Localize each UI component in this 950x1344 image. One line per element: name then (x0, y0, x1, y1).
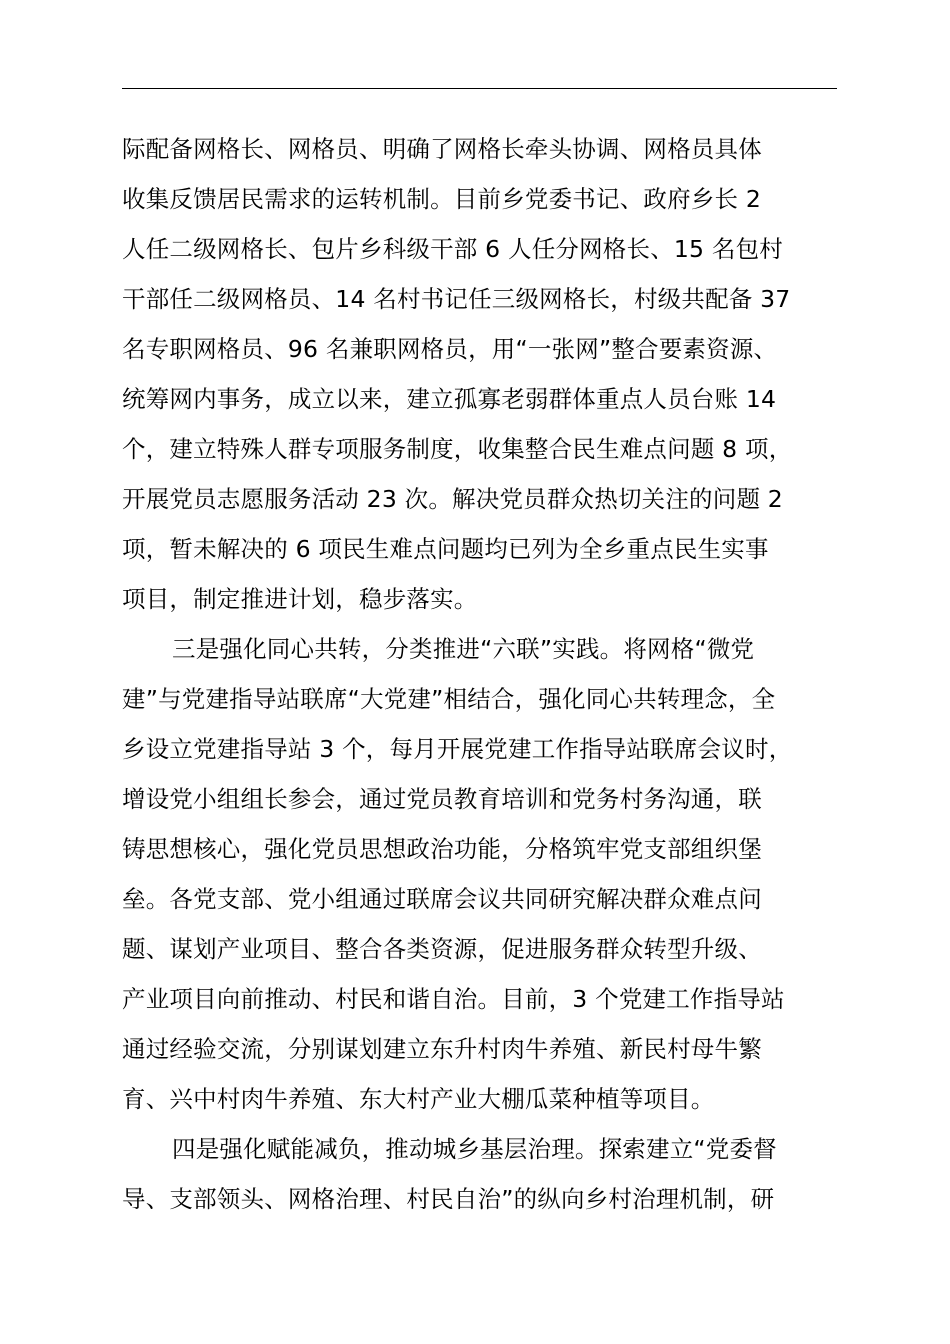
text-line: 垒。各党支部、党小组通过联席会议共同研究解决群众难点问 (122, 885, 762, 913)
text-line: 增设党小组组长参会，通过党员教育培训和党务村务沟通，联 (122, 785, 762, 813)
text-line: 个，建立特殊人群专项服务制度，收集整合民生难点问题 8 项， (122, 435, 793, 463)
text-line: 导、支部领头、网格治理、村民自治”的纵向乡村治理机制，研 (122, 1185, 775, 1213)
text-line: 乡设立党建指导站 3 个，每月开展党建工作指导站联席会议时， (122, 735, 793, 763)
text-line: 统筹网内事务，成立以来，建立孤寡老弱群体重点人员台账 14 (122, 385, 777, 413)
text-line: 项，暂未解决的 6 项民生难点问题均已列为全乡重点民生实事 (122, 535, 769, 563)
text-line: 人任二级网格长、包片乡科级干部 6 人任分网格长、15 名包村 (122, 235, 783, 263)
text-line: 铸思想核心，强化党员思想政治功能，分格筑牢党支部组织堡 (122, 835, 762, 863)
text-line: 产业项目向前推动、村民和谐自治。目前，3 个党建工作指导站 (122, 985, 785, 1013)
paragraph-first-line: 四是强化赋能减负，推动城乡基层治理。探索建立“党委督 (172, 1135, 777, 1163)
text-line: 通过经验交流，分别谋划建立东升村肉牛养殖、新民村母牛繁 (122, 1035, 762, 1063)
text-line: 名专职网格员、96 名兼职网格员，用“一张网”整合要素资源、 (122, 335, 778, 363)
paragraph-first-line: 三是强化同心共转，分类推进“六联”实践。将网格“微党 (172, 635, 755, 663)
text-line: 建”与党建指导站联席“大党建”相结合，强化同心共转理念，全 (122, 685, 776, 713)
text-line: 开展党员志愿服务活动 23 次。解决党员群众热切关注的问题 2 (122, 485, 783, 513)
text-line: 题、谋划产业项目、整合各类资源，促进服务群众转型升级、 (122, 935, 762, 963)
text-line: 际配备网格长、网格员、明确了网格长牵头协调、网格员具体 (122, 135, 762, 163)
text-line: 项目，制定推进计划，稳步落实。 (122, 585, 478, 613)
text-line: 育、兴中村肉牛养殖、东大村产业大棚瓜菜种植等项目。 (122, 1085, 715, 1113)
text-line: 收集反馈居民需求的运转机制。目前乡党委书记、政府乡长 2 (122, 185, 762, 213)
text-line: 干部任二级网格员、14 名村书记任三级网格长，村级共配备 37 (122, 285, 791, 313)
header-rule (122, 88, 837, 89)
